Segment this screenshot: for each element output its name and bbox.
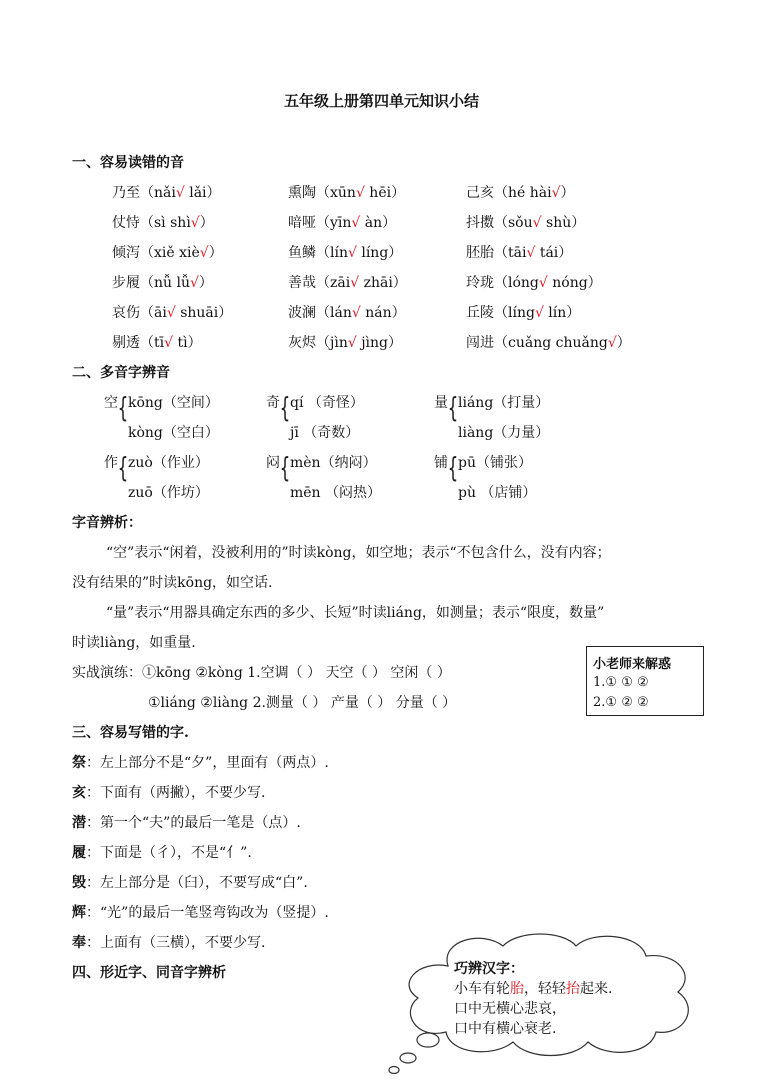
note-char: 毁	[72, 875, 86, 891]
pron-item	[112, 332, 202, 352]
note-char: 奉	[72, 935, 86, 951]
pron-item	[466, 242, 572, 262]
writing-note	[72, 812, 301, 832]
pron-text: líng）	[356, 245, 403, 261]
polyphone-reading: pù （店铺）	[458, 485, 537, 501]
checkmark-icon: √	[607, 335, 617, 351]
pron-text: 己亥（hé hài	[466, 185, 552, 201]
analysis-heading: 字音辨析：	[72, 515, 142, 531]
brace-icon: {	[117, 451, 129, 484]
pron-item	[288, 212, 396, 232]
pron-text: 喑哑（yīn	[288, 215, 352, 231]
pron-text: 熏陶（xūn	[288, 185, 356, 201]
cloud-line-1-c: ，轻轻	[524, 981, 566, 997]
pron-text: 胚胎（tāi	[466, 245, 527, 261]
note-text: ：上面有（三横），不要少写.	[86, 935, 266, 951]
pron-item	[112, 302, 232, 322]
writing-note	[72, 752, 329, 772]
section-2-heading: 二、多音字辨音	[72, 365, 170, 381]
polyphone-reading: liáng（打量）	[458, 395, 550, 411]
pron-item	[466, 332, 631, 352]
pron-text: hēi）	[364, 185, 406, 201]
page-title: 五年级上册第四单元知识小结	[283, 92, 479, 110]
section-3-heading: 三、容易写错的字.	[72, 725, 189, 741]
pron-item	[466, 182, 575, 202]
analysis-paragraph-1b: 没有结果的”时读kōng，如空话.	[72, 575, 273, 591]
polyphone-reading: jī （奇数）	[290, 425, 360, 441]
teacher-box-answer-2: 2.① ② ②	[593, 695, 649, 710]
pron-text: àn）	[360, 215, 397, 231]
writing-note	[72, 902, 329, 922]
checkmark-icon: √	[164, 335, 174, 351]
polyphone-reading: kōng（空间）	[128, 395, 219, 411]
pron-text: jìng）	[356, 335, 403, 351]
pron-item	[288, 272, 407, 292]
polyphone-char: 作	[104, 455, 118, 471]
checkmark-icon: √	[347, 245, 357, 261]
polyphone-reading: mèn（纳闷）	[290, 455, 377, 471]
checkmark-icon: √	[532, 215, 542, 231]
checkmark-icon: √	[355, 185, 365, 201]
pron-item	[112, 272, 213, 292]
teacher-box-answer-1: 1.① ① ②	[593, 675, 649, 690]
pron-item	[288, 242, 402, 262]
polyphone-reading: pū（铺张）	[458, 455, 532, 471]
pron-text: nóng）	[547, 275, 602, 291]
cloud-line-1-e: 起来.	[580, 981, 613, 997]
practice-line-2: ①liáng ②liàng 2.测量（ ） 产量（ ） 分量（ ）	[148, 695, 457, 711]
pron-item	[288, 182, 405, 202]
writing-note	[72, 932, 265, 952]
section-4-heading: 四、形近字、同音字辨析	[72, 965, 226, 981]
pron-text: shuāi）	[175, 305, 233, 321]
checkmark-icon: √	[166, 305, 176, 321]
polyphone-reading: mēn （闷热）	[290, 485, 382, 501]
pron-text: 步履（nǚ lǚ	[112, 275, 190, 291]
polyphone-char: 奇	[266, 395, 280, 411]
polyphone-char: 铺	[434, 455, 448, 471]
writing-note	[72, 842, 252, 862]
checkmark-icon: √	[551, 185, 561, 201]
pron-text: tì）	[173, 335, 202, 351]
pron-text: 玲珑（lóng	[466, 275, 539, 291]
note-char: 履	[72, 845, 86, 861]
pron-item	[112, 212, 214, 232]
pron-text: 仗恃（sì shì	[112, 215, 191, 231]
teacher-box-title: 小老师来解惑	[593, 657, 672, 672]
pron-item	[466, 302, 580, 322]
checkmark-icon: √	[526, 245, 536, 261]
note-char: 潜	[72, 815, 86, 831]
brace-icon: {	[447, 451, 459, 484]
note-text: ：下面是（彳），不是“亻”.	[86, 845, 252, 861]
note-text: ：“光”的最后一笔竖弯钩改为（竖提）.	[86, 905, 329, 921]
pron-text: 灰烬（jìn	[288, 335, 348, 351]
polyphone-char: 空	[104, 395, 118, 411]
polyphone-reading: zuò（作业）	[128, 455, 209, 471]
pron-text: ）	[198, 275, 213, 291]
cloud-line-2: 口中无横心悲哀，	[454, 1001, 566, 1017]
checkmark-icon: √	[351, 305, 361, 321]
pron-text: 乃至（nǎi	[112, 185, 176, 201]
cloud-highlight-tai2: 抬	[566, 981, 580, 997]
pron-text: zhāi）	[359, 275, 407, 291]
checkmark-icon: √	[351, 215, 361, 231]
brace-icon: {	[117, 391, 129, 424]
pron-item	[288, 332, 402, 352]
note-char: 祭	[72, 755, 86, 771]
pron-item	[288, 302, 406, 322]
brace-icon: {	[447, 391, 459, 424]
writing-note	[72, 872, 308, 892]
pron-text: 哀伤（āi	[112, 305, 167, 321]
cloud-title: 巧辨汉字：	[454, 961, 524, 977]
note-text: ：第一个“夫”的最后一笔是（点）.	[86, 815, 301, 831]
checkmark-icon: √	[199, 245, 209, 261]
pron-item	[112, 182, 221, 202]
pron-text: lín）	[543, 305, 581, 321]
polyphone-reading: liàng（力量）	[458, 425, 550, 441]
checkmark-icon: √	[534, 305, 544, 321]
analysis-paragraph-1a: “空”表示“闲着，没被利用的”时读kòng，如空地；表示“不包含什么，没有内容；	[106, 545, 611, 561]
brace-icon: {	[279, 451, 291, 484]
checkmark-icon: √	[538, 275, 548, 291]
pron-text: 波澜（lán	[288, 305, 352, 321]
section-1-heading: 一、容易读错的音	[72, 155, 184, 171]
checkmark-icon: √	[190, 215, 200, 231]
pron-text: ）	[560, 185, 575, 201]
practice-line-1: 实战演练：①kōng ②kòng 1.空调（ ） 天空（ ） 空闲（ ）	[72, 665, 451, 681]
pron-text: lǎi）	[184, 185, 221, 201]
cloud-highlight-tai1: 胎	[510, 981, 524, 997]
pron-text: ）	[199, 215, 214, 231]
note-text: ：下面有（两撇），不要少写.	[86, 785, 266, 801]
polyphone-char: 量	[434, 395, 448, 411]
pron-item	[466, 272, 602, 292]
cloud-line-1-a: 小车有轮	[454, 981, 510, 997]
pron-text: 抖擞（sǒu	[466, 215, 533, 231]
pron-text: ）	[208, 245, 223, 261]
polyphone-reading: zuō（作坊）	[128, 485, 209, 501]
pron-text: nán）	[360, 305, 406, 321]
pron-text: tái）	[535, 245, 573, 261]
pron-item	[466, 212, 585, 232]
pron-text: 倾泻（xiě xiè	[112, 245, 200, 261]
teacher-answer-box	[586, 646, 704, 716]
writing-note	[72, 782, 265, 802]
brace-icon: {	[279, 391, 291, 424]
pron-text: shù）	[541, 215, 586, 231]
pron-text: 剔透（tī	[112, 335, 165, 351]
checkmark-icon: √	[347, 335, 357, 351]
polyphone-reading: kòng（空白）	[128, 425, 219, 441]
pron-item	[112, 242, 223, 262]
pron-text: 善哉（zāi	[288, 275, 351, 291]
checkmark-icon: √	[189, 275, 199, 291]
checkmark-icon: √	[350, 275, 360, 291]
note-text: ：左上部分不是“夕”，里面有（两点）.	[86, 755, 329, 771]
cloud-line-1	[454, 978, 612, 998]
note-char: 亥	[72, 785, 86, 801]
pron-text: 鱼鳞（lín	[288, 245, 348, 261]
checkmark-icon: √	[175, 185, 185, 201]
pron-text: ）	[616, 335, 631, 351]
note-char: 辉	[72, 905, 86, 921]
pron-text: 丘陵（líng	[466, 305, 535, 321]
analysis-paragraph-2a: “量”表示“用器具确定东西的多少、长短”时读liáng，如测量；表示“限度，数量”	[106, 605, 605, 621]
note-text: ：左上部分是（臼），不要写成“白”.	[86, 875, 308, 891]
polyphone-char: 闷	[266, 455, 280, 471]
polyphone-reading: qí （奇怪）	[290, 395, 364, 411]
cloud-line-3: 口中有横心衰老.	[454, 1021, 557, 1037]
analysis-paragraph-2b: 时读liàng，如重量.	[72, 635, 196, 651]
pron-text: 闯进（cuǎng chuǎng	[466, 335, 608, 351]
